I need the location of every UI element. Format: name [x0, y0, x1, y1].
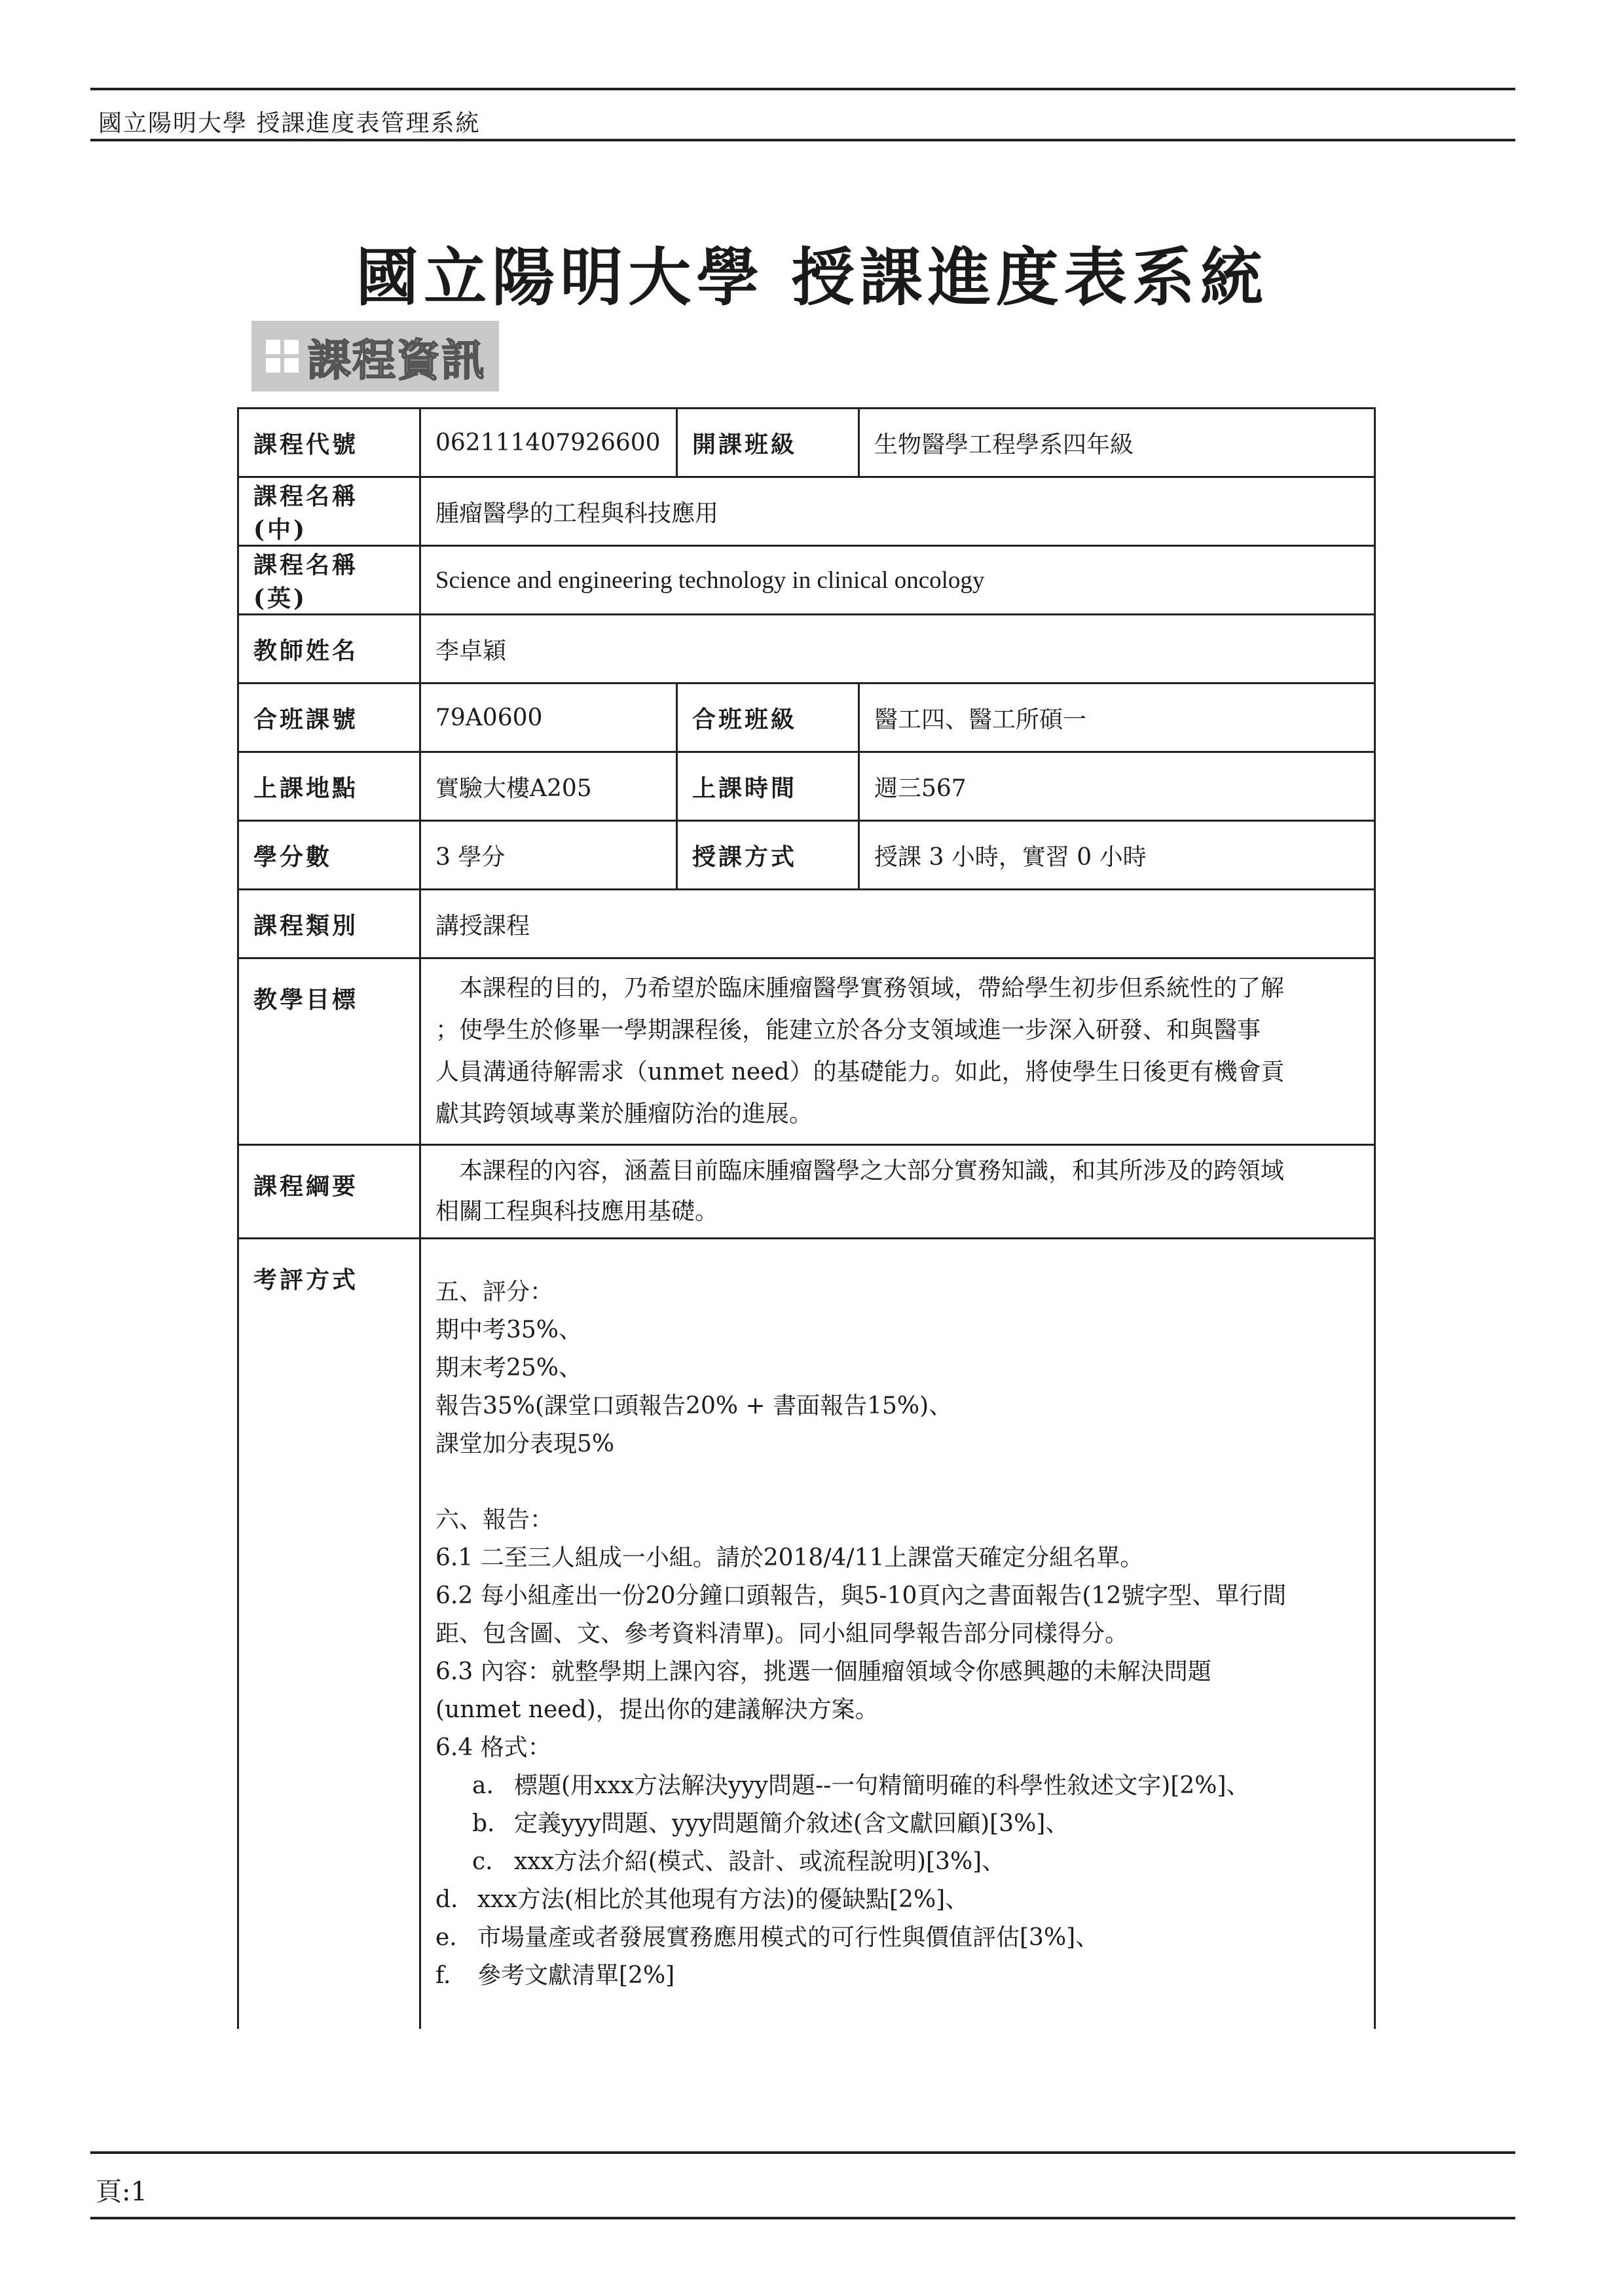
teacher-name: 李卓穎 [420, 615, 1375, 683]
course-name-zh: 腫瘤醫學的工程與科技應用 [420, 477, 1375, 546]
page-title: 國立陽明大學 授課進度表系統 [356, 240, 1268, 314]
method-label: 授課方式 [677, 821, 859, 890]
table-row [238, 890, 1375, 958]
header-bottom-rule [90, 139, 1515, 141]
header-top-rule [90, 88, 1515, 90]
format-item: b. 定義yyy問題、yyy問題簡介敘述(含文獻回顧)[3%]、 [472, 1810, 1069, 1837]
section-banner [251, 321, 499, 392]
report-line: 6.3 內容：就整學期上課內容，挑選一個腫瘤領域令你感興趣的未解決問題 [435, 1658, 1211, 1685]
format-item: a. 標題(用xxx方法解決yyy問題--一句精簡明確的科學性敘述文字)[2%]、 [472, 1772, 1250, 1799]
footer-bottom-rule [90, 2217, 1515, 2219]
course-name-en-label: 課程名稱(英) [238, 546, 420, 615]
table-row [238, 1145, 1375, 1239]
course-info-table [237, 407, 1376, 2029]
goal-line: 人員溝通待解需求（unmet need）的基礎能力。如此，將使學生日後更有機會貢 [435, 1059, 1285, 1085]
teaching-method: 授課 3 小時，實習 0 小時 [859, 821, 1375, 890]
goal-label: 教學目標 [238, 958, 420, 1145]
footer-top-rule [90, 2151, 1515, 2154]
joint-code: 79A0600 [420, 683, 677, 752]
report-line: 6.1 二至三人組成一小組。請於2018/4/11上課當天確定分組名單。 [435, 1544, 1144, 1571]
course-code-label: 課程代號 [238, 409, 420, 477]
table-row [238, 958, 1375, 1145]
class-value: 生物醫學工程學系四年級 [859, 409, 1375, 477]
table-row [238, 477, 1375, 546]
outline-label: 課程綱要 [238, 1145, 420, 1239]
class-label: 開課班級 [677, 409, 859, 477]
joint-code-label: 合班課號 [238, 683, 420, 752]
evaluation-content [420, 1239, 1375, 2030]
table-row [238, 1239, 1375, 2030]
grading-title: 五、評分： [435, 1279, 554, 1305]
grading-item: 報告35%(課堂口頭報告20% + 書面報告15%)、 [435, 1393, 953, 1419]
table-row [238, 615, 1375, 683]
goal-line: 本課程的目的，乃希望於臨床腫瘤醫學實務領域，帶給學生初步但系統性的了解 [459, 975, 1285, 1002]
location: 實驗大樓A205 [420, 752, 677, 821]
grading-item: 課堂加分表現5% [435, 1430, 615, 1457]
outline-line: 本課程的內容，涵蓋目前臨床腫瘤醫學之大部分實務知識，和其所涉及的跨領域 [459, 1157, 1285, 1184]
credits-label: 學分數 [238, 821, 420, 890]
format-item: c. xxx方法介紹(模式、設計、或流程說明)[3%]、 [472, 1848, 1006, 1875]
table-row [238, 546, 1375, 615]
spacer [435, 1463, 1359, 1501]
teacher-label: 教師姓名 [238, 615, 420, 683]
grading-item: 期中考35%、 [435, 1317, 583, 1343]
class-time: 週三567 [859, 752, 1375, 821]
goal-line: ；使學生於修畢一學期課程後，能建立於各分支領域進一步深入研發、和與醫事 [435, 1017, 1261, 1044]
course-code: 062111407926600 [420, 409, 677, 477]
format-item: e. 市場量產或者發展實務應用模式的可行性與價值評估[3%]、 [435, 1924, 1099, 1951]
course-category: 講授課程 [420, 890, 1375, 958]
course-name-zh-label: 課程名稱(中) [238, 477, 420, 546]
page-number: 頁:1 [96, 2177, 147, 2207]
format-item: f. 參考文獻清單[2%] [435, 1962, 675, 1989]
header-system-name: 國立陽明大學 授課進度表管理系統 [98, 110, 481, 137]
course-outline [420, 1145, 1375, 1239]
joint-class-label: 合班班級 [677, 683, 859, 752]
section-banner-label: 課程資訊 [308, 335, 486, 386]
teaching-goal [420, 958, 1375, 1145]
grading-item: 期末考25%、 [435, 1355, 583, 1381]
joint-class: 醫工四、醫工所碩一 [859, 683, 1375, 752]
squares-icon [266, 340, 299, 373]
report-line: 6.4 格式： [435, 1734, 551, 1761]
location-label: 上課地點 [238, 752, 420, 821]
eval-label: 考評方式 [238, 1239, 420, 2030]
table-row [238, 683, 1375, 752]
time-label: 上課時間 [677, 752, 859, 821]
format-item: d. xxx方法(相比於其他現有方法)的優缺點[2%]、 [435, 1886, 969, 1913]
goal-line: 獻其跨領域專業於腫瘤防治的進展。 [435, 1101, 813, 1127]
table-row [238, 409, 1375, 477]
category-label: 課程類別 [238, 890, 420, 958]
report-line: (unmet need)，提出你的建議解決方案。 [435, 1696, 879, 1723]
table-row [238, 821, 1375, 890]
report-line: 6.2 每小組產出一份20分鐘口頭報告，與5-10頁內之書面報告(12號字型、單行間 [435, 1582, 1287, 1609]
credits: 3 學分 [420, 821, 677, 890]
report-title: 六、報告： [435, 1506, 554, 1533]
course-name-en: Science and engineering technology in clinical oncology [420, 546, 1375, 615]
outline-line: 相關工程與科技應用基礎。 [435, 1198, 719, 1225]
report-line: 距、包含圖、文、參考資料清單)。同小組同學報告部分同樣得分。 [435, 1620, 1129, 1647]
table-row [238, 752, 1375, 821]
